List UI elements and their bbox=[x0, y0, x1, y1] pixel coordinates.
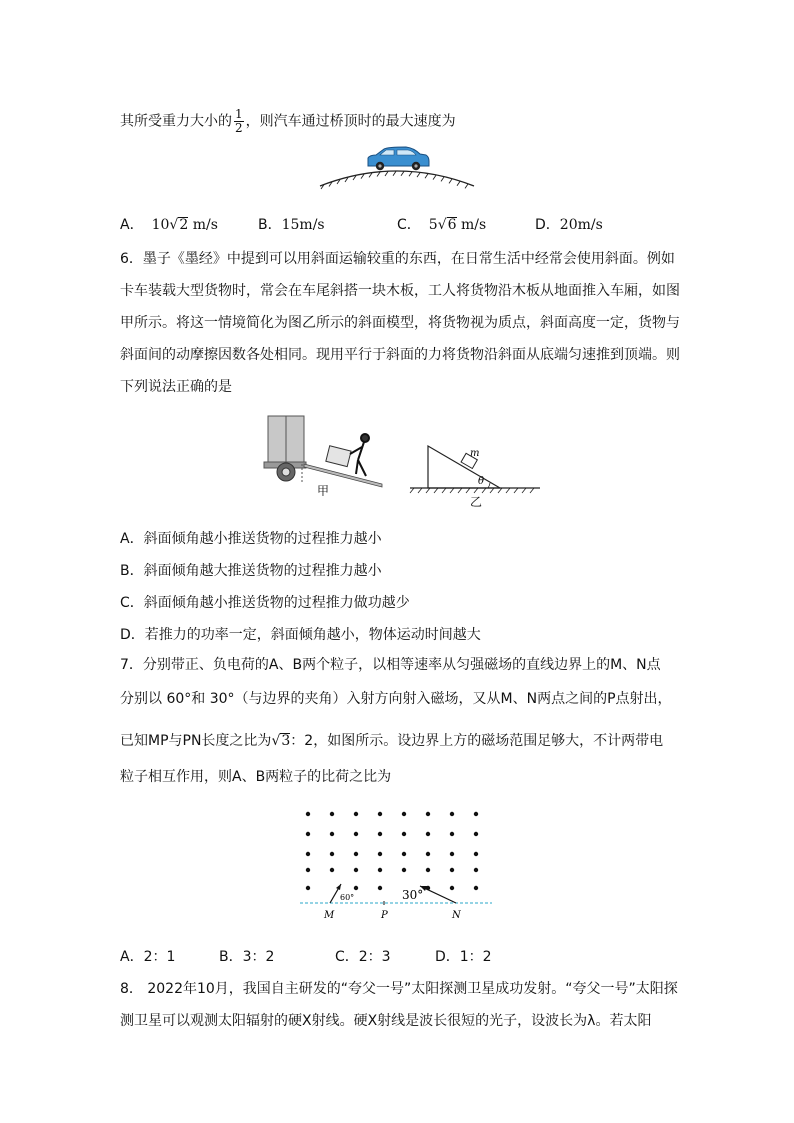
fraction-denominator: 2 bbox=[235, 121, 243, 135]
q6-option-a: A．斜面倾角越小推送货物的过程推力越小 bbox=[120, 531, 382, 547]
worker-icon bbox=[350, 434, 369, 476]
field-dots bbox=[306, 812, 478, 890]
q8-line-2: 测卫星可以观测太阳辐射的硬X射线。硬X射线是波长很短的光子，设波长为λ。若太阳 bbox=[120, 1013, 652, 1029]
q7-line-3: 已知MP与PN长度之比为√3：2，如图所示。设边界上方的磁场范围足够大，不计两带电 bbox=[120, 733, 664, 749]
q6-option-c: C．斜面倾角越小推送货物的过程推力做功越少 bbox=[120, 595, 410, 611]
fraction-numerator: 1 bbox=[235, 107, 243, 121]
q6-option-b: B．斜面倾角越大推送货物的过程推力越小 bbox=[120, 563, 382, 579]
option-radicand: 6 bbox=[447, 217, 457, 233]
q5-option-c: C． 5√6 m/s bbox=[397, 217, 487, 233]
option-label: D． bbox=[535, 217, 560, 233]
q7-option-d: D．1：2 bbox=[435, 949, 492, 965]
incline-figure bbox=[408, 440, 542, 510]
angle-label: θ bbox=[478, 476, 485, 487]
q6-option-d: D．若推力的功率一定，斜面倾角越小，物体运动时间越大 bbox=[120, 627, 481, 643]
q7-line-1: 7．分别带正、负电荷的A、B两个粒子，以相等速率从匀强磁场的直线边界上的M、N点 bbox=[120, 657, 661, 673]
q5-intro-line bbox=[120, 108, 456, 135]
q6-line-1: 6．墨子《墨经》中提到可以用斜面运输较重的东西，在日常生活中经常会使用斜面。例如 bbox=[120, 251, 675, 267]
car-icon bbox=[368, 147, 429, 170]
q5-option-a: A． 10√2 m/s bbox=[120, 217, 218, 233]
magnetic-field-figure bbox=[296, 806, 496, 926]
q6-line-5: 下列说法正确的是 bbox=[120, 379, 232, 395]
option-text: 15m/s bbox=[281, 217, 325, 233]
q7-line-2: 分别以 60°和 30°（与边界的夹角）入射方向射入磁场，又从M、N两点之间的P点射出， bbox=[120, 691, 672, 707]
q6-line-2: 卡车装载大型货物时，常会在车尾斜搭一块木板，工人将货物沿木板从地面推入车厢，如图 bbox=[120, 283, 680, 299]
q7-radicand: 3 bbox=[281, 733, 291, 749]
mass-label: m bbox=[470, 448, 480, 459]
option-text: 20m/s bbox=[559, 217, 603, 233]
q6-line-4: 斜面间的动摩擦因数各处相同。现用平行于斜面的力将货物沿斜面从底端匀速推到顶端。则 bbox=[120, 347, 680, 363]
q7-line-4: 粒子相互作用，则A、B两粒子的比荷之比为 bbox=[120, 769, 392, 785]
figure-label-jia: 甲 bbox=[317, 484, 330, 496]
q8-line-1: 8． 2022年10月，我国自主研发的“夸父一号”太阳探测卫星成功发射。“夸父一号”太阳探 bbox=[120, 981, 678, 997]
q5-option-d bbox=[535, 214, 603, 234]
q7-line-3-end: ：2，如图所示。设边界上方的磁场范围足够大，不计两带电 bbox=[290, 733, 664, 749]
point-p-label: P bbox=[381, 910, 388, 921]
q5-option-b bbox=[258, 214, 325, 234]
fraction bbox=[234, 108, 244, 135]
q7-option-a: A．2：1 bbox=[120, 949, 176, 965]
truck-ramp-figure bbox=[262, 414, 392, 496]
option-label: A． bbox=[120, 217, 144, 233]
option-coefficient: 5 bbox=[428, 217, 438, 233]
figure-label-yi: 乙 bbox=[470, 495, 483, 509]
angle-60-label: 60° bbox=[340, 893, 355, 902]
q7-line-3-start: 已知MP与PN长度之比为 bbox=[120, 733, 272, 749]
bridge-car-figure bbox=[316, 142, 478, 192]
q7-option-c: C．2：3 bbox=[335, 949, 391, 965]
point-n-label: N bbox=[452, 910, 461, 921]
q7-option-b: B．3：2 bbox=[219, 949, 275, 965]
option-unit: m/s bbox=[188, 217, 218, 233]
option-radicand: 2 bbox=[179, 217, 189, 233]
option-label: C． bbox=[397, 217, 421, 233]
angle-30-label: 30° bbox=[402, 888, 424, 902]
option-coefficient: 10 bbox=[151, 217, 170, 233]
option-label: B． bbox=[258, 217, 282, 233]
q5-intro-text: 其所受重力大小的 bbox=[120, 113, 232, 130]
q5-tail-text: ，则汽车通过桥顶时的最大速度为 bbox=[245, 113, 456, 130]
option-unit: m/s bbox=[456, 217, 487, 233]
point-m-label: M bbox=[324, 910, 335, 921]
q6-line-3: 甲所示。将这一情境简化为图乙所示的斜面模型，将货物视为质点，斜面高度一定，货物与 bbox=[120, 315, 680, 331]
